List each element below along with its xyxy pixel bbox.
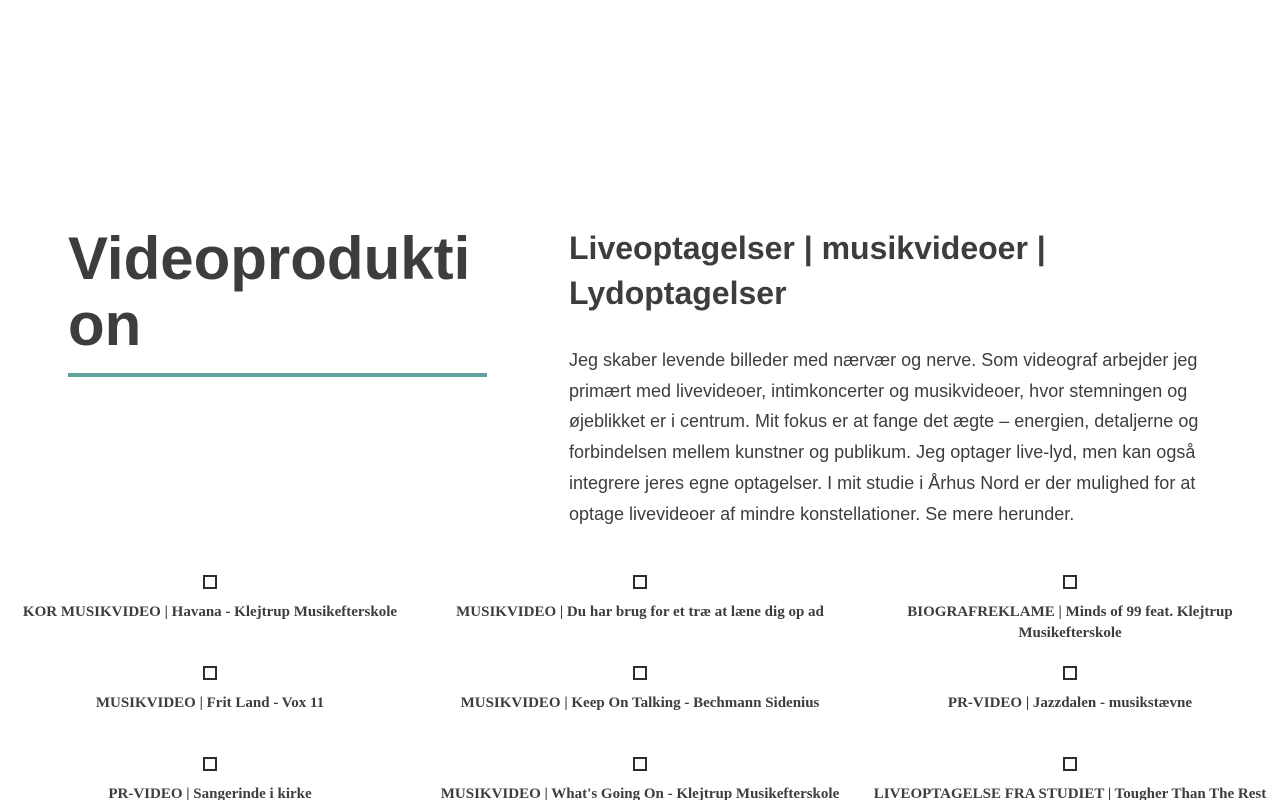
video-item-minds-of-99[interactable] [870, 560, 1270, 644]
video-item-havana[interactable] [10, 560, 410, 623]
video-caption[interactable]: PR-VIDEO | Sangerinde i kirke [108, 786, 312, 800]
video-item-frit-land[interactable] [10, 651, 410, 714]
title-underline [68, 373, 487, 377]
video-caption[interactable]: MUSIKVIDEO | What's Going On - Klejtrup Musikefterskole [440, 786, 840, 800]
broken-image-icon[interactable] [1063, 575, 1077, 589]
video-item-sangerinde[interactable] [10, 742, 410, 800]
broken-image-icon[interactable] [633, 666, 647, 680]
video-caption[interactable]: MUSIKVIDEO | Keep On Talking - Bechmann Sidenius [460, 695, 820, 711]
broken-image-icon[interactable] [1063, 757, 1077, 771]
video-item-whats-going-on[interactable] [440, 742, 840, 800]
broken-image-icon[interactable] [203, 666, 217, 680]
video-caption[interactable]: MUSIKVIDEO | Frit Land - Vox 11 [95, 695, 325, 711]
video-caption[interactable]: MUSIKVIDEO | Du har brug for et træ at læne dig op ad [456, 604, 824, 620]
video-caption[interactable]: LIVEOPTAGELSE FRA STUDIET | Tougher Than The Rest [873, 786, 1267, 800]
video-caption[interactable]: KOR MUSIKVIDEO | Havana - Klejtrup Musikefterskole [22, 604, 398, 620]
page-title: Videoproduktion [68, 225, 471, 358]
video-caption[interactable]: BIOGRAFREKLAME | Minds of 99 feat. Klejtrup Musikefterskole [907, 604, 1233, 641]
video-caption[interactable]: PR-VIDEO | Jazzdalen - musikstævne [947, 695, 1193, 711]
video-item-trae[interactable] [440, 560, 840, 623]
broken-image-icon[interactable] [203, 757, 217, 771]
page-subtitle: Liveoptagelser | musikvideoer | Lydoptagelser [569, 230, 1046, 311]
broken-image-icon[interactable] [633, 757, 647, 771]
broken-image-icon[interactable] [633, 575, 647, 589]
video-item-keep-on-talking[interactable] [440, 651, 840, 714]
intro-paragraph: Jeg skaber levende billeder med nærvær og nerve. Som videograf arbejder jeg primært med livevideoer, intimkoncerter og musikvideoer, hvor stemningen og øjeblikket er i centrum. Mit fokus er at fange det ægte – energien, detaljerne og forbindelsen mellem kunstner og publikum. Jeg optager live-lyd, men kan også integrere jeres egne optagelser. I mit studie i Århus Nord er der mulighed for at optage livevideoer af mindre konstellationer. Se mere herunder. [569, 350, 1199, 524]
video-item-tougher-than-the-rest[interactable] [870, 742, 1270, 800]
broken-image-icon[interactable] [203, 575, 217, 589]
broken-image-icon[interactable] [1063, 666, 1077, 680]
video-item-jazzdalen[interactable] [870, 651, 1270, 714]
